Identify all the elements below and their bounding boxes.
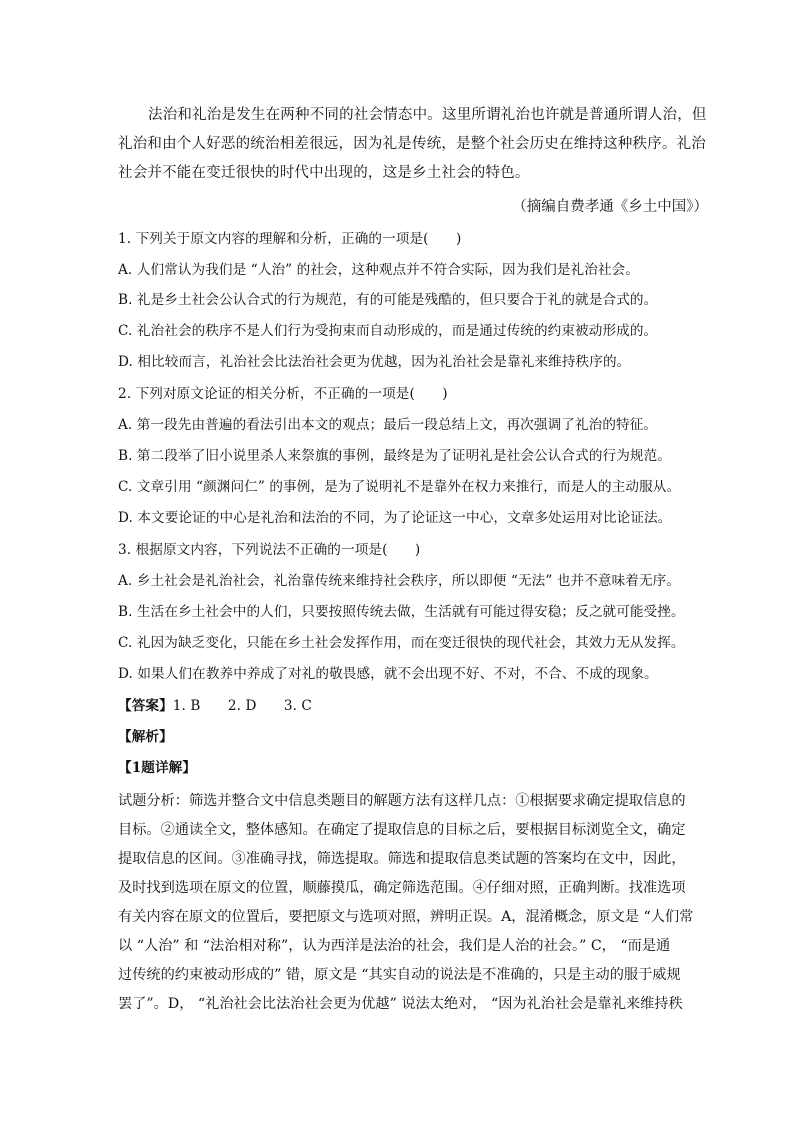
question-3-option-b: B. 生活在乡土社会中的人们，只要按照传统去做，生活就有可能过得安稳；反之就可能受挫。 <box>118 604 685 620</box>
answer-text: 1. B 2. D 3. C <box>172 698 312 714</box>
question-3-option-c: C. 礼因为缺乏变化，只能在乡土社会发挥作用，而在变迁很快的现代社会，其效力无从发挥。 <box>118 635 685 651</box>
passage-paragraph <box>118 101 707 188</box>
analysis-line: 有关内容在原文的位置后，要把原文与选项对照，辨明正误。A，混淆概念，原文是 “人们常 <box>118 909 694 925</box>
question-3-option-d: D. 如果人们在教养中养成了对礼的敬畏感，就不会出现不好、不对，不合、不成的现象。 <box>118 666 658 682</box>
analysis-line: 提取信息的区间。③准确寻找，筛选提取。筛选和提取信息类试题的答案均在文中，因此， <box>118 851 686 867</box>
question-1-option-c: C. 礼治社会的秩序不是人们行为受拘束而自动形成的，而是通过传统的约束被动形成的。 <box>118 323 658 339</box>
answer-line <box>118 696 312 716</box>
question-1-option-b: B. 礼是乡土社会公认合式的行为规范，有的可能是残酷的，但只要合于礼的就是合式的。 <box>118 292 658 308</box>
question-2-option-b: B. 第二段举了旧小说里杀人来祭旗的事例，最终是为了证明礼是社会公认合式的行为规范。 <box>118 448 671 464</box>
question-1-stem: 1. 下列关于原文内容的理解和分析，正确的一项是( ) <box>118 231 462 247</box>
analysis-label: 【解析】 <box>118 729 173 745</box>
question-1-option-d: D. 相比较而言，礼治社会比法治社会更为优越，因为礼治社会是靠礼来维持秩序的。 <box>118 354 631 370</box>
analysis-line: 以 “人治” 和 “法治相对称”，认为西洋是法治的社会，我们是人治的社会。” C， “而是通 <box>118 938 671 954</box>
passage-source: （摘编自费孝通《乡土中国》） <box>512 199 708 215</box>
analysis-line: 及时找到选项在原文的位置，顺藤摸瓜，确定筛选范围。④仔细对照，正确判断。找准选项 <box>118 880 686 896</box>
analysis-line: 目标。②通读全文，整体感知。在确定了提取信息的目标之后，要根据目标浏览全文，确定 <box>118 822 686 838</box>
question-2-option-d: D. 本文要论证的中心是礼治和法治的不同，为了论证这一中心，文章多处运用对比论证法。 <box>118 510 672 526</box>
detail-label: 【1题详解】 <box>118 760 197 776</box>
passage-line: 法治和礼治是发生在两种不同的社会情态中。这里所谓礼治也许就是普通所谓人治，但 <box>148 107 707 123</box>
passage-line: 社会并不能在变迁很快的时代中出现的，这是乡土社会的特色。 <box>118 165 530 181</box>
question-2-option-a: A. 第一段先由普遍的看法引出本文的观点；最后一段总结上文，再次强调了礼治的特征。 <box>118 417 658 433</box>
analysis-line: 试题分析：筛选并整合文中信息类题目的解题方法有这样几点：①根据要求确定提取信息的 <box>118 793 686 809</box>
question-3-stem: 3. 根据原文内容，下列说法不正确的一项是( ) <box>118 542 421 558</box>
analysis-line: 过传统的约束被动形成的” 错，原文是 “其实自动的说法是不准确的，只是主动的服于威规 <box>118 967 681 983</box>
analysis-paragraph <box>118 787 694 1019</box>
answer-label: 【答案】 <box>118 698 173 714</box>
passage-line: 礼治和由个人好恶的统治相差很远，因为礼是传统，是整个社会历史在维持这种秩序。礼治 <box>118 136 706 152</box>
analysis-line: 罢了”。D， “礼治社会比法治社会更为优越” 说法太绝对， “因为礼治社会是靠礼来维持秩 <box>118 996 683 1012</box>
question-2-option-c: C. 文章引用 “颜渊问仁” 的事例，是为了说明礼不是靠外在权力来推行，而是人的主动服从。 <box>118 479 681 495</box>
question-1-option-a: A. 人们常认为我们是 “人治” 的社会，这种观点并不符合实际，因为我们是礼治社会。 <box>118 262 639 278</box>
question-2-stem: 2. 下列对原文论证的相关分析，不正确的一项是( ) <box>118 386 448 402</box>
question-3-option-a: A. 乡土社会是礼治社会，礼治靠传统来维持社会秩序，所以即便 “无法” 也并不意味着无序。 <box>118 573 681 589</box>
